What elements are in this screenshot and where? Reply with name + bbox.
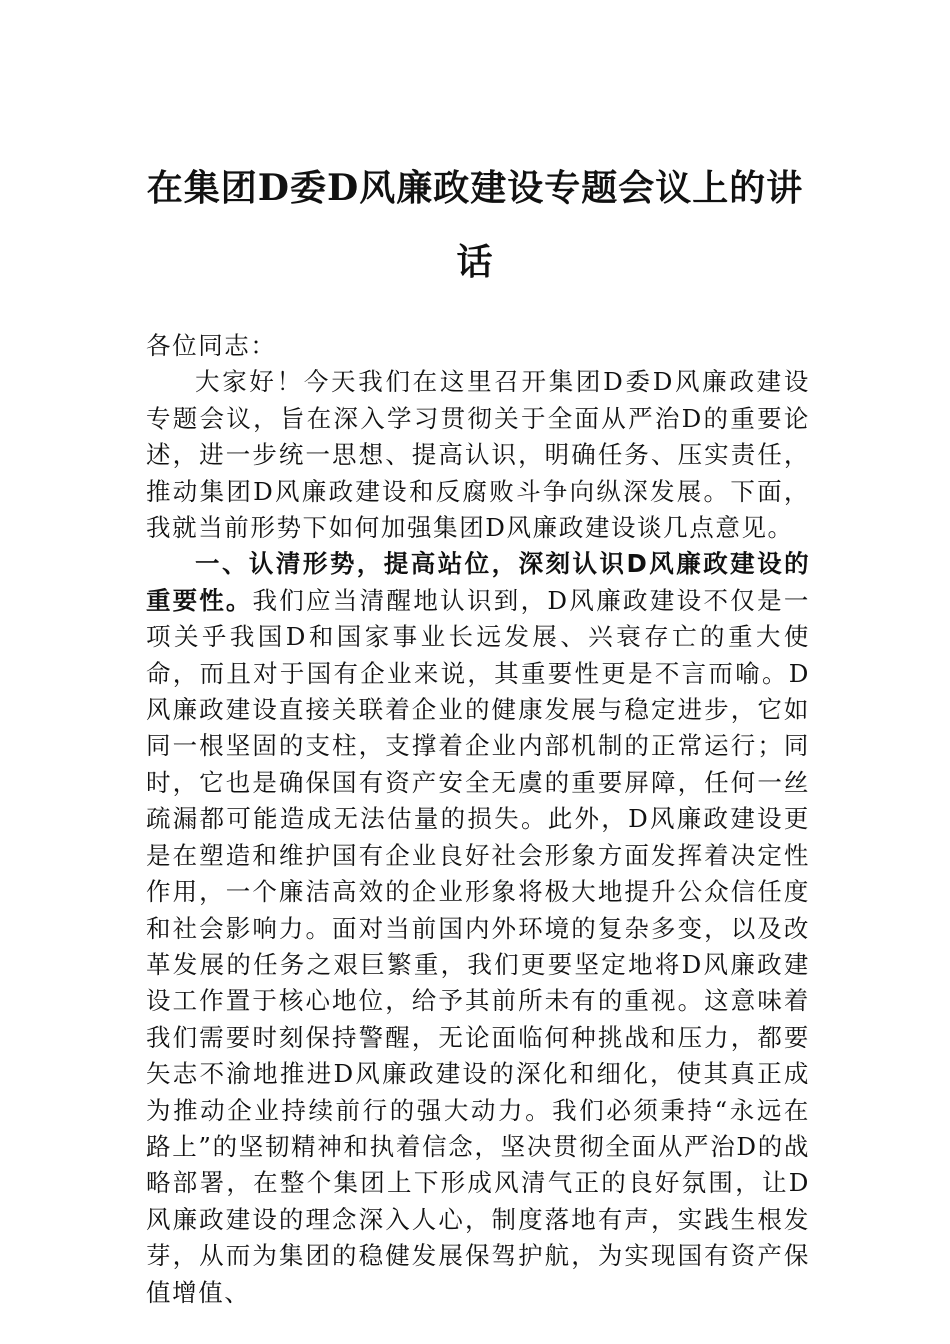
title-line-2: 话	[456, 241, 494, 283]
intro-paragraph: 大家好！今天我们在这里召开集团D委D风廉政建设专题会议，旨在深入学习贯彻关于全面从严治D的重要论述，进一步统一思想、提高认识，明确任务、压实责任，推动集团D风廉政建设和反腐败斗争向纵深发展。下面，我就当前形势下如何加强集团D风廉政建设谈几点意见。	[146, 367, 810, 543]
title-line-1: 在集团D委D风廉政建设专题会议上的讲	[146, 167, 804, 209]
document-body	[146, 328, 810, 1311]
section-1-paragraph	[146, 546, 810, 1311]
salutation: 各位同志：	[146, 331, 277, 360]
section-1-heading: 一、认清形势，提高站位，深刻认识D风廉政建设的重要性。	[146, 549, 810, 615]
section-1-body: 我们应当清醒地认识到，D风廉政建设不仅是一项关乎我国D和国家事业长远发展、兴衰存亡的重大使命，而且对于国有企业来说，其重要性更是不言而喻。D风廉政建设直接关联着企业的健康发展与稳定进步，它如同一根坚固的支柱，支撑着企业内部机制的正常运行；同时，它也是确保国有资产安全无虞的重要屏障，任何一丝疏漏都可能造成无法估量的损失。此外，D风廉政建设更是在塑造和维护国有企业良好社会形象方面发挥着决定性作用，一个廉洁高效的企业形象将极大地提升公众信任度和社会影响力。面对当前国内外环境的复杂多变，以及改革发展的任务之艰巨繁重，我们更要坚定地将D风廉政建设工作置于核心地位，给予其前所未有的重视。这意味着我们需要时刻保持警醒，无论面临何种挑战和压力，都要矢志不渝地推进D风廉政建设的深化和细化，使其真正成为推动企业持续前行的强大动力。我们必须秉持“永远在路上”的坚韧精神和执着信念，坚决贯彻全面从严治D的战略部署，在整个集团上下形成风清气正的良好氛围，让D风廉政建设的理念深入人心，制度落地有声，实践生根发芽，从而为集团的稳健发展保驾护航，为实现国有资产保值增值、	[146, 585, 810, 1307]
document-title	[140, 160, 810, 290]
